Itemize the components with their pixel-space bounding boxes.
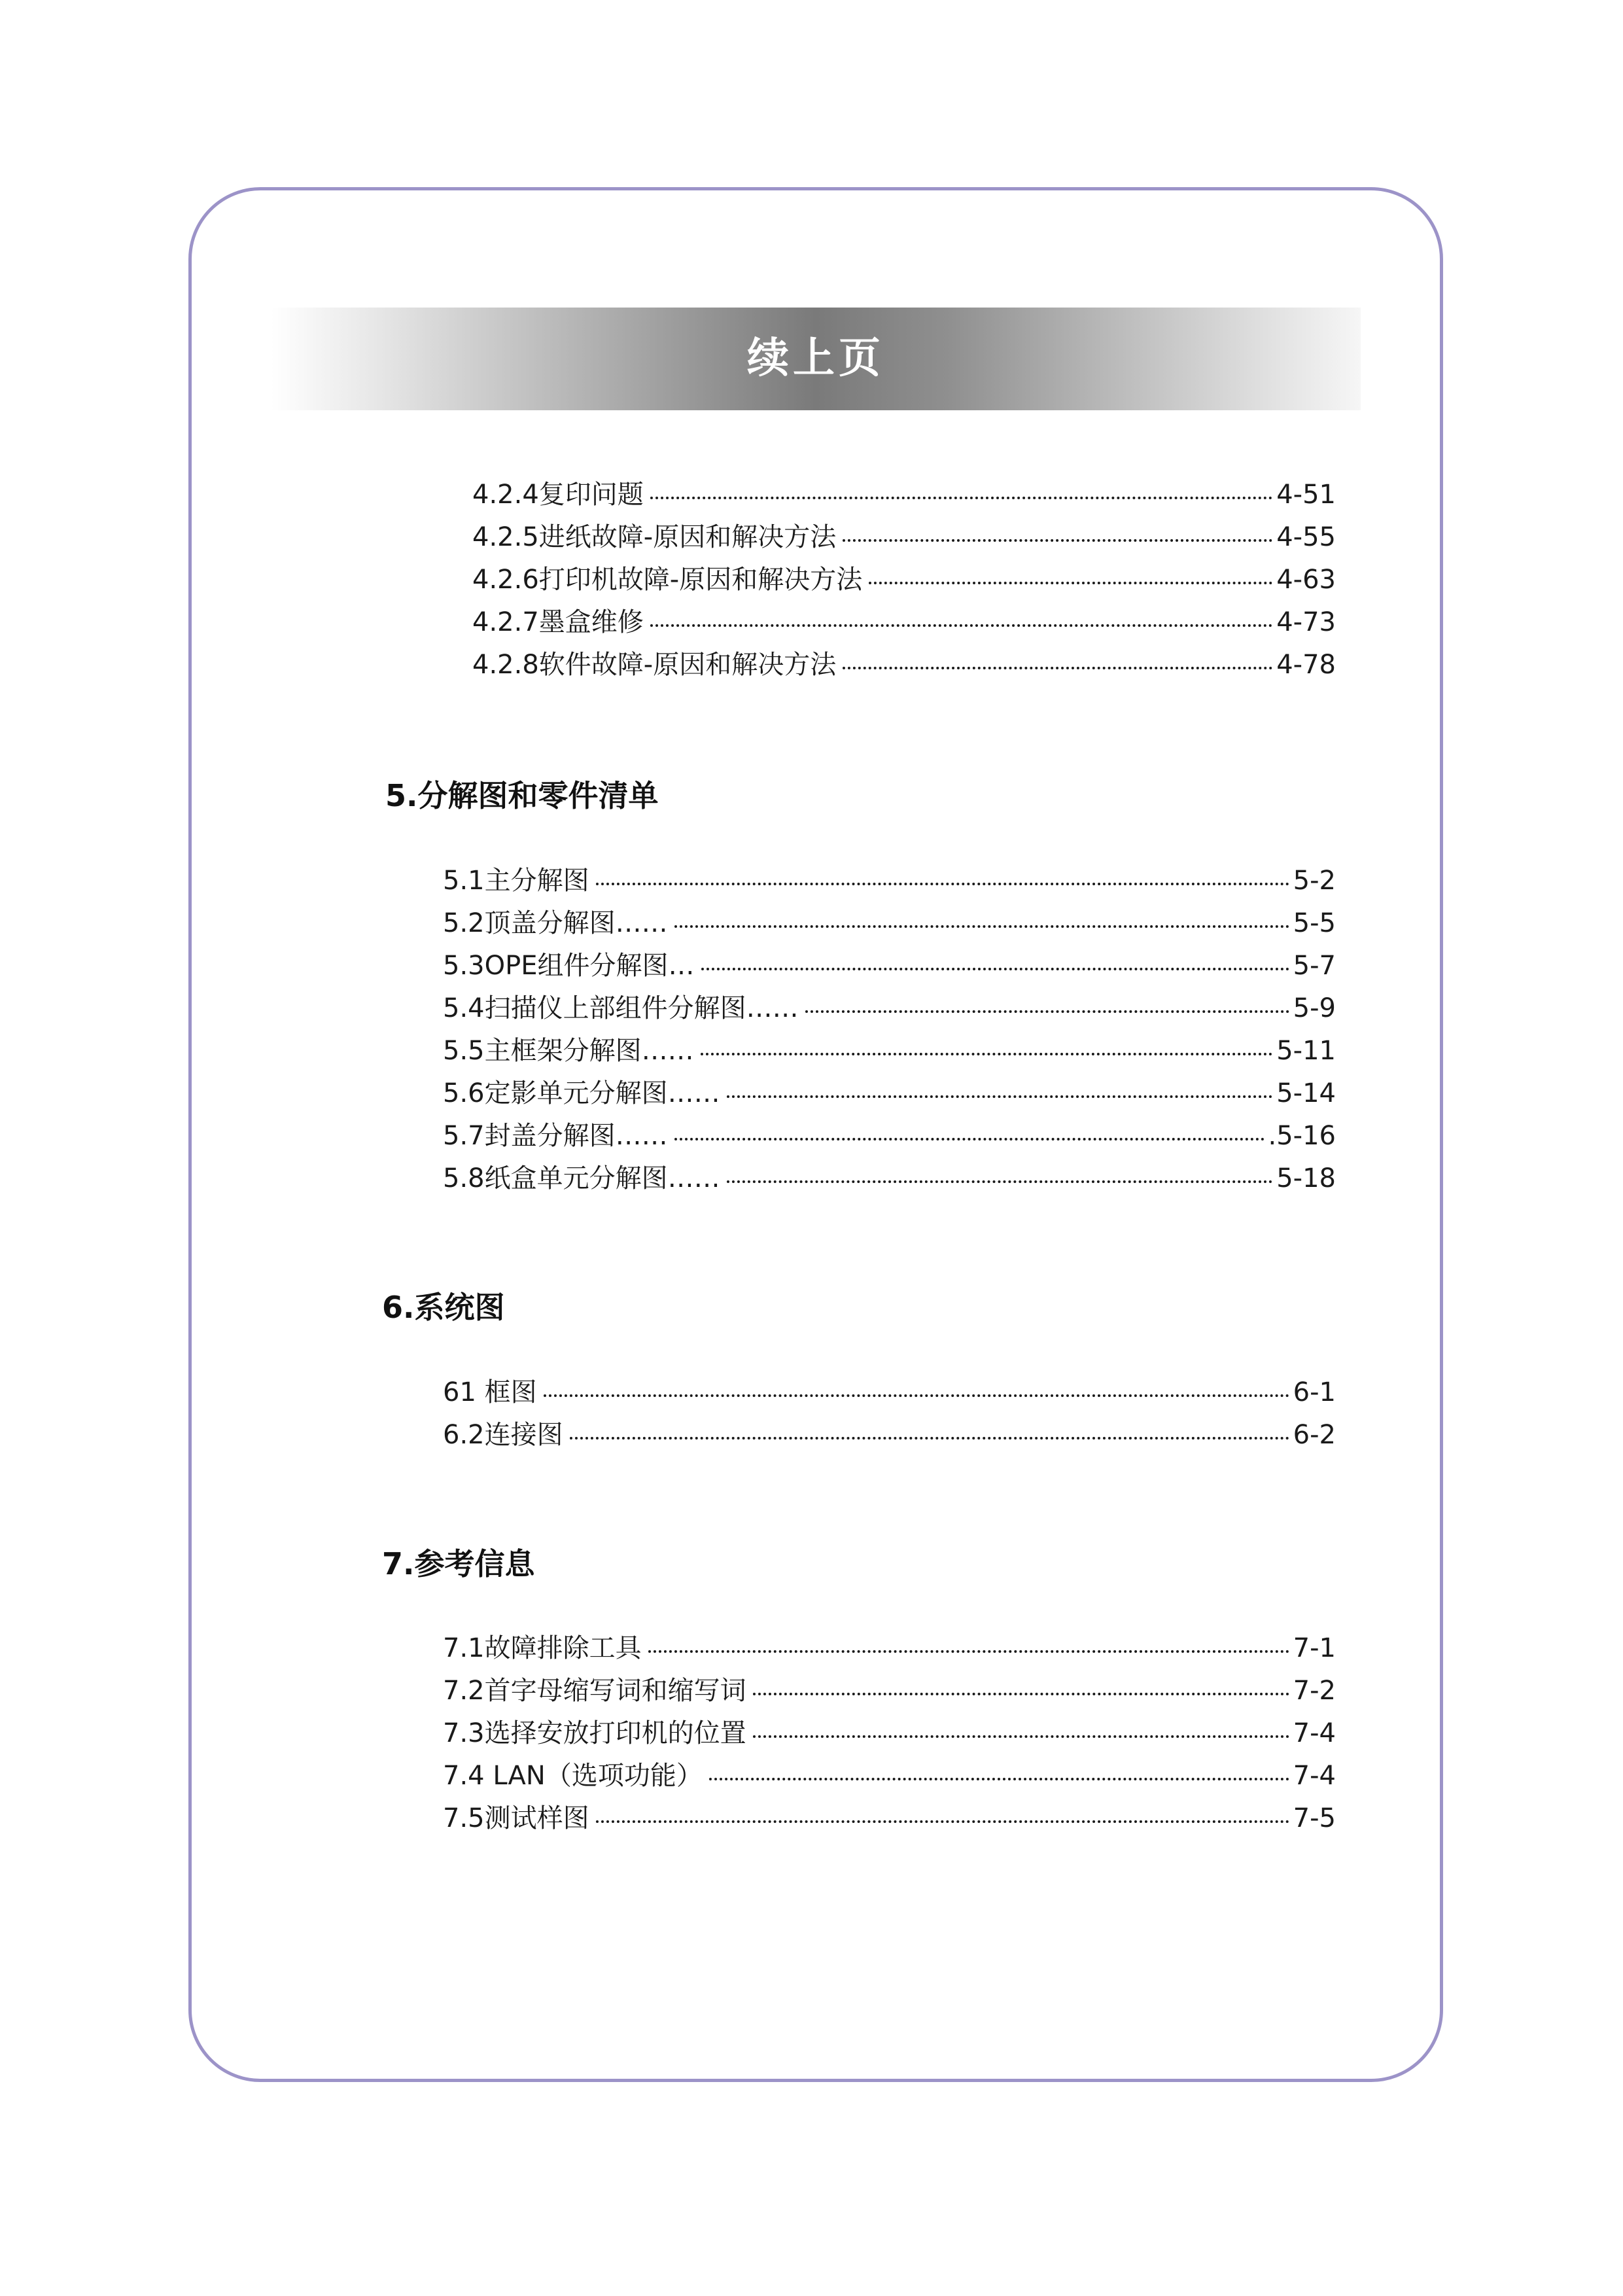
toc-entry-title: 5.5主框架分解图…… xyxy=(443,1036,694,1066)
toc-entry-title: 5.3OPE组件分解图… xyxy=(443,951,695,981)
toc-entry[interactable] xyxy=(443,945,1336,987)
dot-leader xyxy=(674,1138,1265,1140)
toc-entry-page: .5-16 xyxy=(1268,1121,1336,1151)
toc-entry[interactable] xyxy=(472,601,1336,644)
dot-leader xyxy=(650,497,1272,499)
toc-entry-title: 5.8纸盒单元分解图…… xyxy=(443,1163,720,1193)
dot-leader xyxy=(843,667,1272,669)
toc-entry-page: 5-14 xyxy=(1276,1078,1336,1108)
toc-entry-page: 5-7 xyxy=(1293,951,1336,981)
continued-banner xyxy=(271,308,1361,410)
toc-entry[interactable] xyxy=(443,1030,1336,1072)
toc-entry[interactable] xyxy=(443,1072,1336,1115)
banner-title: 续上页 xyxy=(747,334,884,383)
toc-entry[interactable] xyxy=(443,1371,1336,1414)
dot-leader xyxy=(674,925,1289,928)
toc-entry-title: 5.4扫描仪上部组件分解图…… xyxy=(443,993,799,1023)
toc-entry[interactable] xyxy=(472,474,1336,516)
toc-entry[interactable] xyxy=(443,1157,1336,1200)
dot-leader xyxy=(709,1778,1289,1780)
toc-entry[interactable] xyxy=(443,987,1336,1030)
toc-entry-page: 7-5 xyxy=(1293,1803,1336,1833)
toc-entry-title: 4.2.8软件故障-原因和解决方法 xyxy=(472,650,837,680)
toc-entry-page: 5-5 xyxy=(1293,908,1336,938)
toc-entry[interactable] xyxy=(443,1627,1336,1670)
toc-entry-title: 7.4 LAN（选项功能） xyxy=(443,1761,703,1791)
toc-entry[interactable] xyxy=(443,1115,1336,1157)
toc-entry-page: 4-55 xyxy=(1276,522,1336,552)
toc-entry[interactable] xyxy=(443,1670,1336,1712)
toc-entry-page: 5-2 xyxy=(1293,866,1336,896)
toc-entry-title: 5.1主分解图 xyxy=(443,866,589,896)
toc-entry-page: 7-4 xyxy=(1293,1718,1336,1748)
toc-entry-title: 7.1故障排除工具 xyxy=(443,1633,642,1663)
toc-entry-page: 4-73 xyxy=(1276,607,1336,637)
toc-entry-title: 5.6定影单元分解图…… xyxy=(443,1078,720,1108)
toc-entry-page: 4-51 xyxy=(1276,480,1336,510)
toc-entry[interactable] xyxy=(443,902,1336,945)
dot-leader xyxy=(596,883,1289,885)
toc-entry-title: 7.3选择安放打印机的位置 xyxy=(443,1718,746,1748)
dot-leader xyxy=(753,1735,1289,1738)
toc-entry-title: 61 框图 xyxy=(443,1377,537,1407)
toc-entry[interactable] xyxy=(472,644,1336,686)
toc-entry[interactable] xyxy=(472,559,1336,601)
dot-leader xyxy=(869,582,1272,584)
toc-entry-title: 5.2顶盖分解图…… xyxy=(443,908,668,938)
toc-entry-page: 5-9 xyxy=(1293,993,1336,1023)
section-heading: 5.分解图和零件清单 xyxy=(385,778,659,813)
toc-entry-title: 7.2首字母缩写词和缩写词 xyxy=(443,1676,746,1706)
toc-entry-title: 5.7封盖分解图…… xyxy=(443,1121,668,1151)
dot-leader xyxy=(805,1010,1289,1013)
toc-entry[interactable] xyxy=(443,1755,1336,1797)
toc-entry[interactable] xyxy=(472,516,1336,559)
toc-entry-title: 4.2.6打印机故障-原因和解决方法 xyxy=(472,565,863,595)
dot-leader xyxy=(596,1820,1289,1823)
toc-entry[interactable] xyxy=(443,1712,1336,1755)
toc-entry-title: 4.2.7墨盒维修 xyxy=(472,607,644,637)
toc-entry-title: 7.5测试样图 xyxy=(443,1803,589,1833)
section-heading: 7.参考信息 xyxy=(382,1546,535,1581)
dot-leader xyxy=(570,1437,1289,1439)
toc-entry[interactable] xyxy=(443,1797,1336,1840)
dot-leader xyxy=(650,624,1272,627)
dot-leader xyxy=(648,1650,1289,1653)
toc-entry-page: 7-1 xyxy=(1293,1633,1336,1663)
section-heading: 6.系统图 xyxy=(382,1290,505,1325)
toc-entry-page: 4-63 xyxy=(1276,565,1336,595)
toc-entry-page: 6-1 xyxy=(1293,1377,1336,1407)
dot-leader xyxy=(753,1693,1289,1695)
dot-leader xyxy=(843,539,1272,542)
toc-entry-title: 6.2连接图 xyxy=(443,1420,563,1450)
toc-entry-page: 6-2 xyxy=(1293,1420,1336,1450)
toc-entry[interactable] xyxy=(443,860,1336,902)
dot-leader xyxy=(544,1394,1289,1397)
toc-entry-page: 5-11 xyxy=(1276,1036,1336,1066)
toc-entry-page: 5-18 xyxy=(1276,1163,1336,1193)
dot-leader xyxy=(727,1095,1273,1098)
dot-leader xyxy=(727,1180,1273,1183)
dot-leader xyxy=(701,1053,1273,1055)
toc-entry-title: 4.2.4复印问题 xyxy=(472,480,644,510)
toc-entry-title: 4.2.5进纸故障-原因和解决方法 xyxy=(472,522,837,552)
dot-leader xyxy=(701,968,1289,970)
toc-entry-page: 4-78 xyxy=(1276,650,1336,680)
toc-entry-page: 7-4 xyxy=(1293,1761,1336,1791)
toc-entry-page: 7-2 xyxy=(1293,1676,1336,1706)
toc-entry[interactable] xyxy=(443,1414,1336,1457)
